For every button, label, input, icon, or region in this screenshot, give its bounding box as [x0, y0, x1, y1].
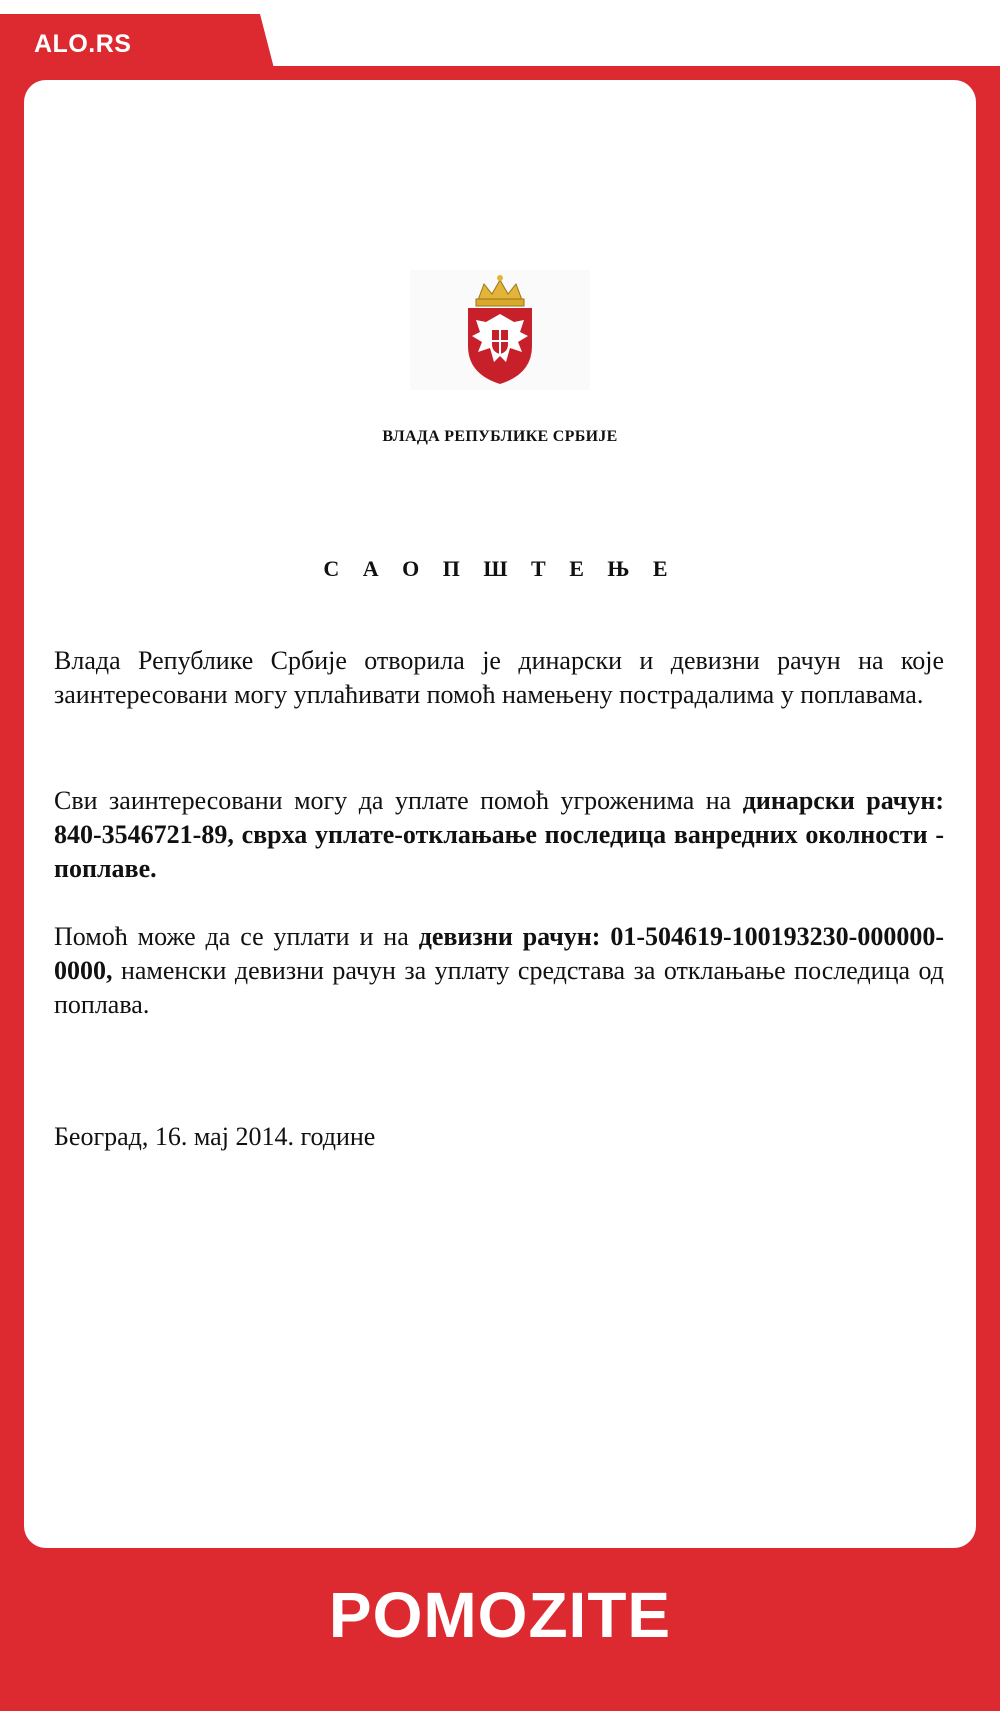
- institution-heading: ВЛАДА РЕПУБЛИКЕ СРБИЈЕ: [382, 428, 618, 445]
- place-and-date: Београд, 16. мај 2014. године: [54, 1122, 376, 1151]
- paragraph-foreign-account: [54, 920, 944, 1022]
- paragraph-foreign-lead: Помоћ може да се уплати и на: [54, 922, 419, 951]
- foreign-account-details: девизни рачун: 01-504619-100193230-000000-0000,: [54, 922, 944, 985]
- document-title: С А О П Ш Т Е Њ Е: [323, 556, 677, 581]
- paragraph-intro: Влада Републике Србије отворила је динарски и девизни рачун на које заинтересовани могу уплаћивати помоћ намењену пострадалима у поплавама.: [54, 646, 944, 709]
- site-tag-label: ALO.RS: [34, 30, 132, 58]
- paragraph-foreign-tail: наменски девизни рачун за уплату средстава за отклањање последица од поплава.: [54, 956, 944, 1019]
- coat-of-arms-icon: [410, 270, 590, 390]
- pomozite-banner-text: POMOZITE: [328, 1579, 672, 1651]
- paragraph-dinar-account: [54, 784, 944, 886]
- dinar-account-details: динарски рачун: 840-3546721-89, сврха уплате-отклањање последица ванредних околности - поплаве.: [54, 786, 945, 883]
- paragraph-dinar-lead: Сви заинтересовани могу да уплате помоћ угроженима на: [54, 786, 743, 815]
